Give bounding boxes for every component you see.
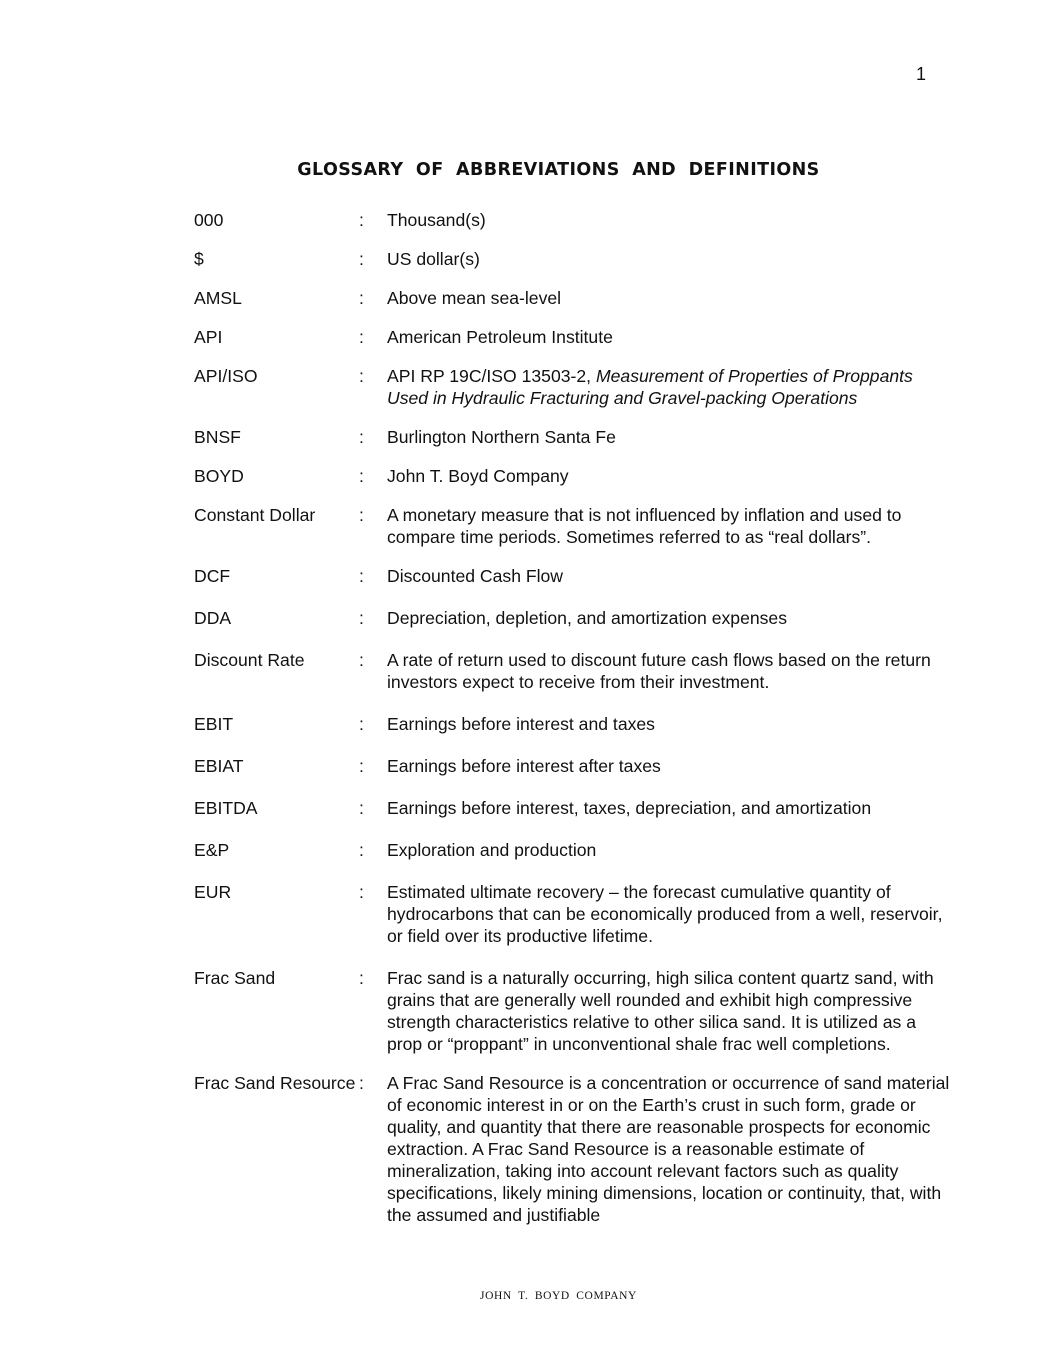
glossary-separator: : bbox=[359, 840, 364, 860]
page-title: GLOSSARY OF ABBREVIATIONS AND DEFINITIONS bbox=[297, 160, 820, 180]
glossary-definition bbox=[387, 504, 954, 548]
glossary-definition-text: Frac sand is a naturally occurring, high silica content quartz sand, with grains that are generally well rounded and exhibit high compressive strength characteristics relative to other silica sand. It is utilized as a prop or “proppant” in unconventional shale frac well completions. bbox=[387, 968, 934, 1054]
glossary-definition bbox=[387, 465, 954, 487]
glossary-term: AMSL bbox=[194, 288, 242, 308]
glossary-entry bbox=[194, 967, 954, 1055]
glossary-separator: : bbox=[359, 798, 364, 818]
glossary-definition-text: A rate of return used to discount future cash flows based on the return investors expect to receive from their investment. bbox=[387, 650, 931, 692]
glossary-separator: : bbox=[359, 714, 364, 734]
glossary-term: Discount Rate bbox=[194, 650, 305, 670]
glossary-term: Constant Dollar bbox=[194, 505, 316, 525]
glossary-term: API bbox=[194, 327, 223, 347]
glossary-term: DDA bbox=[194, 608, 232, 628]
glossary-term: $ bbox=[194, 249, 204, 269]
glossary-definition bbox=[387, 326, 954, 348]
glossary-term: EBIT bbox=[194, 714, 234, 734]
glossary-definition bbox=[387, 881, 954, 947]
glossary-term: Frac Sand Resource bbox=[194, 1073, 356, 1093]
glossary-definition-text: Discounted Cash Flow bbox=[387, 566, 564, 586]
glossary-definition bbox=[387, 967, 954, 1055]
glossary-separator: : bbox=[359, 882, 364, 902]
glossary-separator: : bbox=[359, 505, 364, 525]
glossary-definition-text: John T. Boyd Company bbox=[387, 466, 569, 486]
glossary-separator: : bbox=[359, 249, 364, 269]
glossary-entry bbox=[194, 607, 954, 629]
glossary-definition bbox=[387, 1072, 954, 1226]
glossary-definition-text: American Petroleum Institute bbox=[387, 327, 613, 347]
glossary-definition-text: Depreciation, depletion, and amortization expenses bbox=[387, 608, 788, 628]
glossary-separator: : bbox=[359, 566, 364, 586]
glossary-term: EUR bbox=[194, 882, 232, 902]
glossary-entry bbox=[194, 287, 954, 309]
glossary-definition bbox=[387, 649, 954, 693]
glossary-term: BNSF bbox=[194, 427, 241, 447]
page-footer: JOHN T. BOYD COMPANY bbox=[480, 1290, 637, 1302]
glossary-definition-text: Above mean sea-level bbox=[387, 288, 562, 308]
glossary-definition bbox=[387, 365, 954, 409]
glossary-entry bbox=[194, 365, 954, 409]
glossary-definition bbox=[387, 755, 954, 777]
glossary-entry bbox=[194, 565, 954, 587]
glossary-definition bbox=[387, 287, 954, 309]
glossary-entry bbox=[194, 649, 954, 693]
glossary-entry bbox=[194, 248, 954, 270]
glossary-term: 000 bbox=[194, 210, 224, 230]
glossary-list bbox=[194, 209, 954, 1226]
glossary-definition bbox=[387, 209, 954, 231]
glossary-entry bbox=[194, 881, 954, 947]
glossary-separator: : bbox=[359, 210, 364, 230]
glossary-definition-text: API RP 19C/ISO 13503-2, bbox=[387, 366, 596, 386]
glossary-definition-text: Earnings before interest, taxes, depreciation, and amortization bbox=[387, 798, 872, 818]
glossary-separator: : bbox=[359, 968, 364, 988]
glossary-entry bbox=[194, 839, 954, 861]
glossary-definition bbox=[387, 713, 954, 735]
glossary-separator: : bbox=[359, 1073, 364, 1093]
glossary-separator: : bbox=[359, 756, 364, 776]
glossary-definition-text: US dollar(s) bbox=[387, 249, 480, 269]
glossary-term: BOYD bbox=[194, 466, 244, 486]
glossary-entry bbox=[194, 326, 954, 348]
glossary-separator: : bbox=[359, 608, 364, 628]
glossary-definition-text: Exploration and production bbox=[387, 840, 597, 860]
glossary-entry bbox=[194, 797, 954, 819]
glossary-separator: : bbox=[359, 366, 364, 386]
glossary-term: EBIAT bbox=[194, 756, 244, 776]
glossary-definition-text: A monetary measure that is not influenced by inflation and used to compare time periods. Sometimes referred to as “real dollars”. bbox=[387, 505, 902, 547]
glossary-definition bbox=[387, 607, 954, 629]
glossary-entry bbox=[194, 755, 954, 777]
glossary-term: DCF bbox=[194, 566, 231, 586]
glossary-separator: : bbox=[359, 288, 364, 308]
glossary-term: E&P bbox=[194, 840, 230, 860]
glossary-definition bbox=[387, 248, 954, 270]
glossary-definition bbox=[387, 426, 954, 448]
glossary-term: EBITDA bbox=[194, 798, 258, 818]
glossary-definition-text: A Frac Sand Resource is a concentration or occurrence of sand material of economic interest in or on the Earth’s crust in such form, grade or quality, and quantity that there are reasonable prospects for economic extraction. A Frac Sand Resource is a reasonable estimate of mineralization, taking into account relevant factors such as quality specifications, likely mining dimensions, location or continuity, that, with the assumed and justifiable bbox=[387, 1073, 950, 1225]
glossary-definition-text: Burlington Northern Santa Fe bbox=[387, 427, 616, 447]
page-number: 1 bbox=[916, 64, 927, 84]
glossary-separator: : bbox=[359, 650, 364, 670]
glossary-definition bbox=[387, 565, 954, 587]
glossary-entry bbox=[194, 504, 954, 548]
glossary-definition-italic-text: Measurement of Properties of Proppants Used in Hydraulic Fracturing and Gravel-packing Operations bbox=[387, 366, 913, 408]
glossary-definition-text: Earnings before interest and taxes bbox=[387, 714, 655, 734]
glossary-separator: : bbox=[359, 327, 364, 347]
glossary-definition-text: Thousand(s) bbox=[387, 210, 486, 230]
glossary-separator: : bbox=[359, 466, 364, 486]
glossary-entry bbox=[194, 209, 954, 231]
glossary-entry bbox=[194, 1072, 954, 1226]
glossary-definition-text: Earnings before interest after taxes bbox=[387, 756, 661, 776]
glossary-definition bbox=[387, 839, 954, 861]
glossary-entry bbox=[194, 426, 954, 448]
glossary-term: Frac Sand bbox=[194, 968, 276, 988]
glossary-term: API/ISO bbox=[194, 366, 258, 386]
glossary-entry bbox=[194, 465, 954, 487]
glossary-definition bbox=[387, 797, 954, 819]
glossary-entry bbox=[194, 713, 954, 735]
glossary-separator: : bbox=[359, 427, 364, 447]
glossary-definition-text: Estimated ultimate recovery – the forecast cumulative quantity of hydrocarbons that can be economically produced from a well, reservoir, or field over its productive lifetime. bbox=[387, 882, 943, 946]
